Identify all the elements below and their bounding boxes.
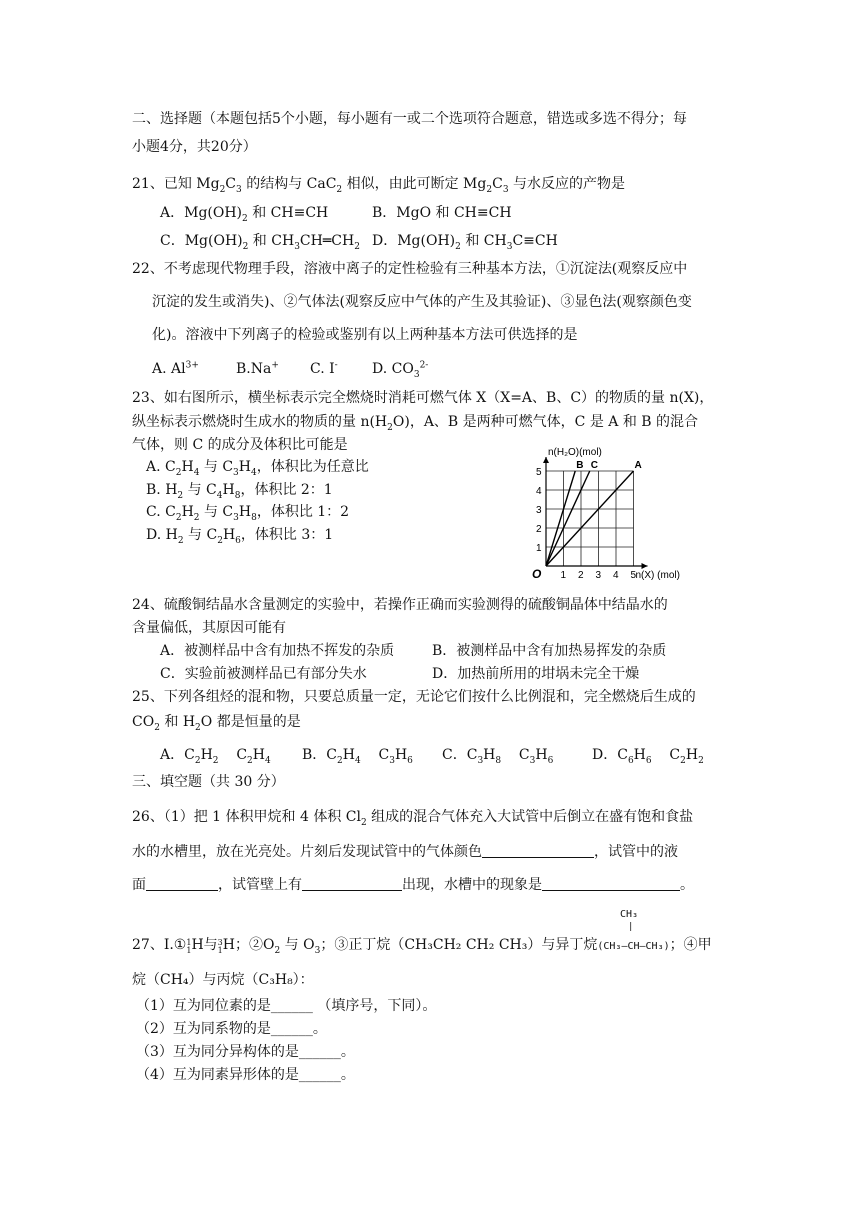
section-2-title-line1: 二、选择题（本题包括5个小题，每小题有一或二个选项符合题意，错选或多选不得分；每 [132, 111, 687, 127]
series-label-a: A [634, 460, 642, 471]
q25-option-b: B．$C_2H_4$ $C_3H_6$ [302, 747, 413, 766]
q23-line2: 纵坐标表示燃烧时生成水的物质的量 $n(H_2O)$，A、B 是两种可燃气体，C 是 A 和 B 的混合 [132, 414, 699, 433]
q22-option-c: C. I- [310, 360, 338, 377]
q27-h1-isotope-index: 1 1 [186, 938, 192, 955]
q27-h3-isotope-index: 3 1 [217, 938, 223, 955]
x-tick-label: 1 [560, 570, 567, 580]
x-tick-label: 2 [578, 570, 584, 580]
q23-line1: 23、如右图所示，横坐标表示完全燃烧时消耗可燃气体 X（X=A、B、C）的物质的量 n(X)， [132, 390, 714, 406]
q21-option-b: B．MgO 和 CH≡CH [372, 205, 512, 221]
q22-option-d: D. $CO_3^{2-}$ [372, 360, 429, 380]
q25-option-a: A．$C_2H_2$ $C_2H_4$ [160, 747, 271, 766]
q26-line3: 面 ，试管壁上有 出现，水槽中的现象是 。 [132, 877, 694, 893]
q25-option-c: C．$C_3H_8$ $C_3H_6$ [442, 747, 554, 766]
y-tick-label: 5 [536, 467, 542, 478]
q21-option-a: A．$Mg(OH)_2$ 和 CH≡CH [160, 205, 329, 224]
q24-line2: 含量偏低，其原因可能有 [132, 620, 286, 636]
y-tick-label: 1 [536, 543, 542, 554]
q27-sub4: （4）互为同素异形体的是______。 [136, 1067, 355, 1083]
q27-isobutane-bond: | [628, 922, 634, 932]
q27-line1: 27、Ⅰ.① 1 1 H与 3 1 H；$②O_2$ 与 $O_3$；③正丁烷（CH₃CH₂ CH₂ CH₃）与异丁烷(CH₃—CH—CH₃)；④甲 [132, 937, 712, 956]
q23-option-c: C. $C_2H_2$ 与 $C_3H_8$，体积比 1：2 [146, 504, 350, 523]
q22-line3: 化)。溶液中下列离子的检验或鉴别有以上两种基本方法可供选择的是 [152, 327, 578, 343]
q22-line2: 沉淀的发生或消失)、②气体法(观察反应中气体的产生及其验证)、③显色法(观察颜色变 [152, 294, 692, 310]
x-tick-label: 5 [630, 570, 637, 580]
q22-line1: 22、不考虑现代物理手段，溶液中离子的定性检验有三种基本方法，①沉淀法(观察反应中 [132, 261, 688, 277]
q26-line2: 水的水槽里，放在光亮处。片刻后发现试管中的气体颜色 ，试管中的液 [132, 844, 678, 860]
q24-option-c: C．实验前被测样品已有部分失水 [160, 666, 367, 682]
q27-sub2: （2）互为同系物的是______。 [136, 1021, 327, 1037]
y-tick-label: 2 [536, 524, 542, 535]
q27-sub3: （3）互为同分异构体的是______。 [136, 1044, 355, 1060]
series-line-a [546, 471, 634, 566]
q23-chart [528, 440, 708, 580]
section-3-title: 三、填空题（共 30 分） [132, 774, 285, 790]
q27-line2: 烷（CH₄）与丙烷（C₃H₈）： [132, 972, 314, 988]
x-tick-label: 4 [613, 570, 619, 580]
q26-blank-liquid-level[interactable] [146, 876, 218, 891]
y-tick-label: 3 [536, 505, 542, 516]
q26-line1: 26、（1）把 1 体积甲烷和 4 体积 $Cl_2$ 组成的混合气体充入大试管中后倒立在盛有饱和食盐 [132, 809, 694, 828]
q27-sub1: （1）互为同位素的是______ （填序号，下同）。 [136, 998, 437, 1014]
q21-stem: 21、已知 $Mg_2C_3$ 的结构与 CaC$_2$ 相似，由此可断定 $Mg_2C_3$ 与水反应的产物是 [132, 176, 625, 195]
q23-option-a: A. $C_2H_4$ 与 $C_3H_4$，体积比为任意比 [146, 459, 369, 478]
series-line-c [546, 471, 590, 566]
q25-option-d: D．$C_6H_6$ $C_2H_2$ [592, 747, 704, 766]
series-label-b: B [576, 460, 584, 471]
q24-option-d: D．加热前所用的坩埚未完全干燥 [432, 666, 640, 682]
y-axis-label: n(H₂O)(mol) [548, 447, 602, 458]
q24-option-b: B．被测样品中含有加热易挥发的杂质 [432, 643, 667, 659]
y-tick-label: 4 [536, 486, 542, 497]
x-axis-arrow [642, 563, 648, 569]
q24-line1: 24、硫酸铜结晶水含量测定的实验中，若操作正确而实验测得的硫酸铜晶体中结晶水的 [132, 597, 668, 613]
q23-line3: 气体，则 C 的成分及体积比可能是 [132, 437, 348, 453]
series-line-b [546, 471, 575, 566]
q26-blank-gas-color[interactable] [482, 843, 594, 858]
section-2-title-line2: 小题4分，共20分） [132, 139, 257, 155]
x-axis-label: n(X) (mol) [635, 570, 680, 580]
series-label-c: C [590, 460, 598, 471]
q26-blank-trough[interactable] [542, 876, 680, 891]
q25-line2: $CO_2$ 和 $H_2O$ 都是恒量的是 [132, 714, 301, 733]
q21-option-c: C．$Mg(OH)_2$ 和 $CH_3CH═CH_2$ [160, 233, 360, 252]
origin-label: O [532, 567, 542, 580]
q26-blank-tube-wall[interactable] [302, 876, 402, 891]
q25-line1: 25、下列各组烃的混和物，只要总质量一定，无论它们按什么比例混和，完全燃烧后生成的 [132, 689, 696, 705]
q24-option-a: A．被测样品中含有加热不挥发的杂质 [160, 643, 395, 659]
q22-option-b: B.Na+ [236, 360, 279, 377]
q23-option-d: D. $H_2$ 与 $C_2H_6$，体积比 3：1 [146, 527, 334, 546]
x-tick-label: 3 [595, 570, 602, 580]
q23-option-b: B. $H_2$ 与 $C_4H_8$，体积比 2：1 [146, 482, 333, 501]
q21-option-d: D．$Mg(OH)_2$ 和 $CH_3C\equiv CH$ [372, 233, 558, 252]
q22-option-a: A. $Al^{3+}$ [152, 360, 199, 377]
q27-isobutane-top: CH₃ [620, 909, 639, 920]
